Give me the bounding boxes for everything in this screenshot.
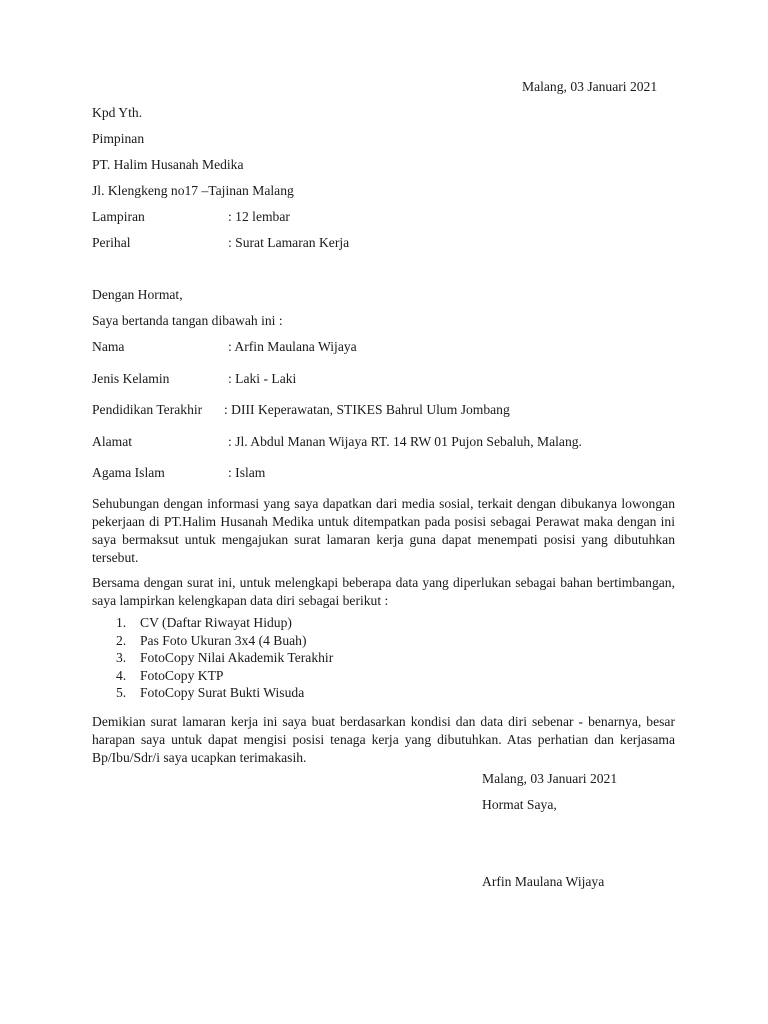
list-item-number: 5.: [116, 685, 127, 700]
list-item-number: 4.: [116, 667, 127, 683]
greeting: Dengan Hormat,: [92, 287, 183, 302]
personal-label-jenis-kelamin: Jenis Kelamin: [92, 371, 170, 386]
signer-name: Arfin Maulana Wijaya: [482, 874, 605, 889]
personal-value-jenis-kelamin: : Laki - Laki: [228, 371, 297, 386]
recipient-salutation: Kpd Yth.: [92, 105, 143, 120]
closing-date: Malang, 03 Januari 2021: [482, 771, 618, 786]
meta-label-perihal: Perihal: [92, 235, 131, 250]
meta-value-lampiran: : 12 lembar: [228, 209, 290, 224]
body-paragraph-2: Bersama dengan surat ini, untuk melengkapi beberapa data yang diperlukan sebagai bahan bertimbangan, saya lampirkan kelengkapan data diri sebagai berikut :: [92, 575, 675, 608]
personal-label-nama: Nama: [92, 339, 125, 354]
recipient-title: Pimpinan: [92, 131, 145, 146]
list-item-number: 2.: [116, 632, 127, 648]
personal-label-agama: Agama Islam: [92, 465, 165, 480]
personal-label-alamat: Alamat: [92, 434, 133, 449]
intro-line: Saya bertanda tangan dibawah ini :: [92, 313, 283, 328]
body-paragraph-1: Sehubungan dengan informasi yang saya dapatkan dari media sosial, terkait dengan dibukanya lowongan pekerjaan di PT.Halim Husanah Medika untuk ditempatkan pada posisi sebagai Perawat maka dengan ini saya bermaksut untuk mengajukan surat lamaran kerja guna dapat menempati posisi yang dibutuhkan tersebut.: [92, 496, 675, 565]
letter-date: Malang, 03 Januari 2021: [522, 79, 658, 94]
personal-value-agama: : Islam: [228, 465, 266, 480]
meta-label-lampiran: Lampiran: [92, 209, 145, 224]
closing-regards: Hormat Saya,: [482, 797, 557, 812]
list-item-number: 3.: [116, 650, 127, 665]
personal-value-nama: : Arfin Maulana Wijaya: [228, 339, 357, 354]
body-paragraph-3: Demikian surat lamaran kerja ini saya buat berdasarkan kondisi dan data diri sebenar - benarnya, besar harapan saya untuk dapat mengisi posisi tenaga kerja yang dibutuhkan. Atas perhatian dan kerjasama Bp/Ibu/Sdr/i saya ucapkan terimakasih.: [92, 714, 675, 765]
recipient-company: PT. Halim Husanah Medika: [92, 157, 244, 172]
personal-value-alamat: : Jl. Abdul Manan Wijaya RT. 14 RW 01 Pujon Sebaluh, Malang.: [228, 434, 582, 449]
recipient-address: Jl. Klengkeng no17 –Tajinan Malang: [92, 183, 294, 198]
list-item-text: FotoCopy KTP: [140, 667, 224, 683]
list-item-text: Pas Foto Ukuran 3x4 (4 Buah): [140, 632, 307, 648]
list-item-number: 1.: [116, 615, 127, 630]
personal-label-pendidikan: Pendidikan Terakhir: [92, 402, 203, 417]
list-item-text: CV (Daftar Riwayat Hidup): [140, 615, 292, 630]
list-item-text: FotoCopy Nilai Akademik Terakhir: [140, 650, 334, 665]
personal-value-pendidikan: : DIII Keperawatan, STIKES Bahrul Ulum Jombang: [224, 402, 510, 417]
list-item-text: FotoCopy Surat Bukti Wisuda: [140, 685, 305, 700]
meta-value-perihal: : Surat Lamaran Kerja: [228, 235, 350, 250]
